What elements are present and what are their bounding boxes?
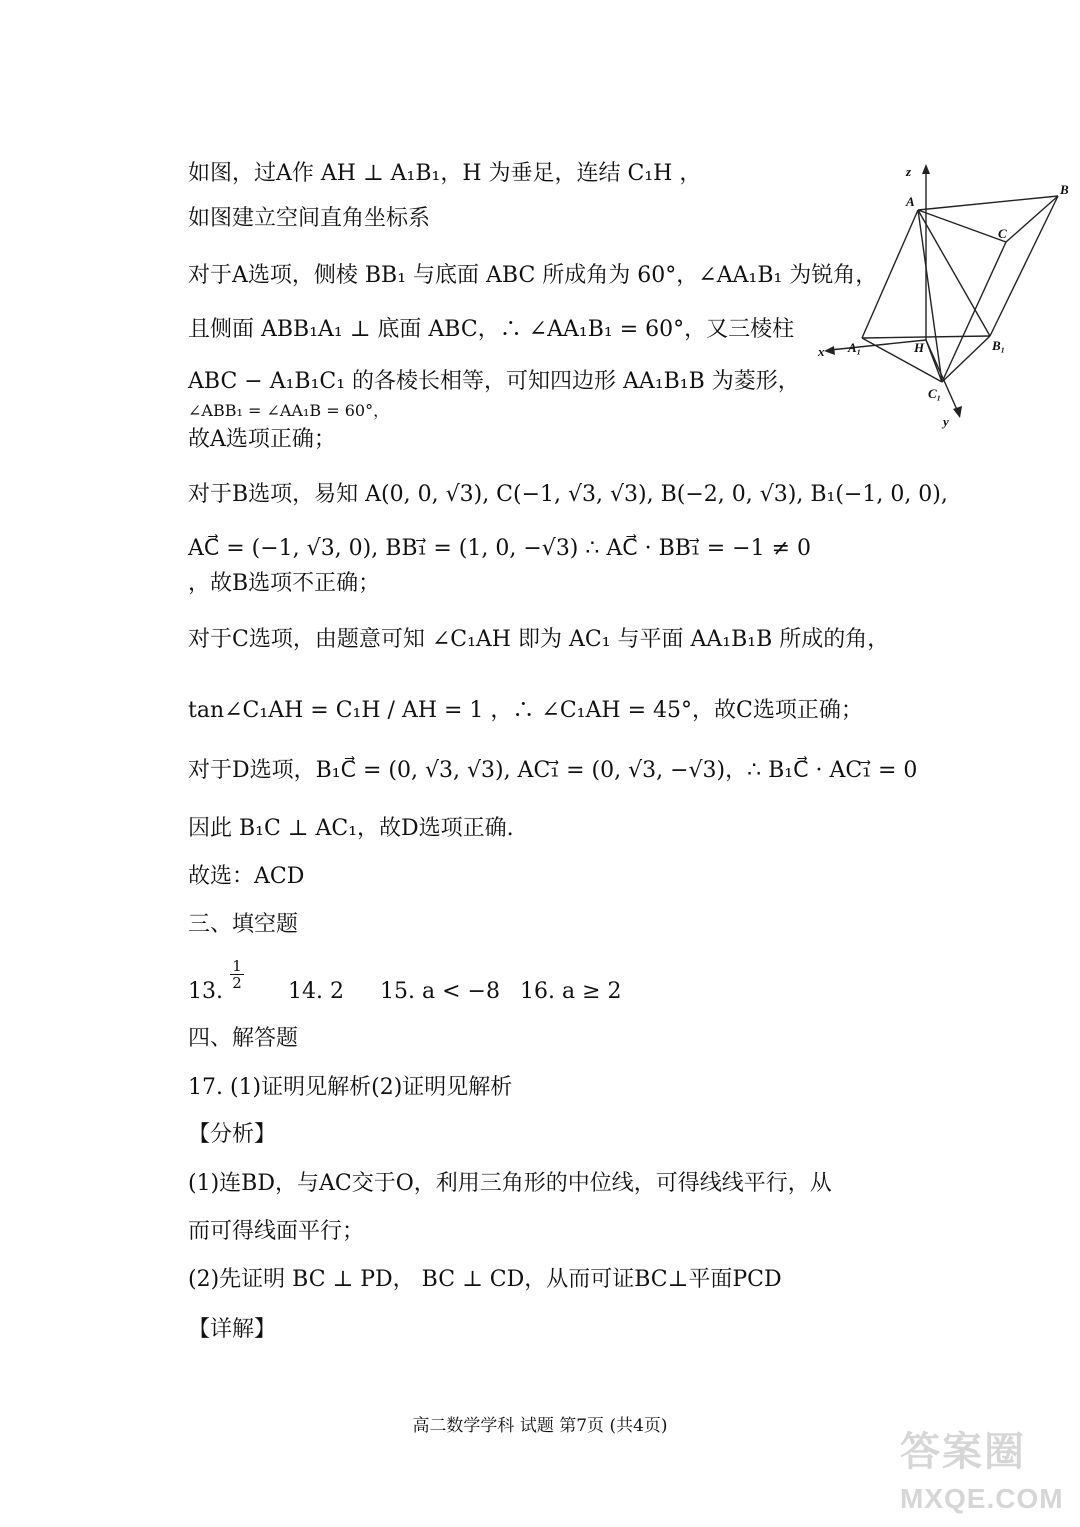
analysis-line-1: (1)连BD，与AC交于O，利用三角形的中位线，可得线线平行，从 <box>188 1171 832 1196</box>
x-axis <box>830 340 926 350</box>
watermark <box>900 1420 1070 1520</box>
watermark-top: 答案圈 <box>900 1430 1026 1474</box>
y-axis-arrow <box>953 406 962 418</box>
fill-q13-fraction <box>230 958 244 991</box>
fill-q15: 15. a < −8 <box>380 979 500 1004</box>
option-b-line-2: AC⃗ = (−1, √3, 0), BB₁⃗ = (1, 0, −√3) ∴ AC⃗ · BB₁⃗ = −1 ≠ 0 <box>188 536 812 561</box>
detail-heading: 【详解】 <box>188 1317 277 1342</box>
x-axis-arrow <box>824 346 835 355</box>
edge-AA1 <box>862 210 918 338</box>
solution-line-7: 故A选项正确； <box>188 427 336 452</box>
analysis-line-2: 而可得线面平行； <box>188 1219 365 1244</box>
page-footer: 高二数学学科 试题 第7页 (共4页) <box>412 1416 668 1436</box>
edge-AC <box>918 210 1006 242</box>
option-d-line-1: 对于D选项，B₁C⃗ = (0, √3, √3), AC₁⃗ = (0, √3, −√3)，∴ B₁C⃗ · AC₁⃗ = 0 <box>188 758 918 783</box>
fill-q13-denominator: 2 <box>232 974 242 992</box>
label-z: z <box>906 164 912 179</box>
label-C1: C₁ <box>928 386 942 401</box>
edge-AB <box>918 196 1058 210</box>
edge-BB1 <box>990 196 1058 336</box>
analysis-heading: 【分析】 <box>188 1122 277 1147</box>
edge-CC1 <box>942 242 1006 382</box>
edge-AC1 <box>918 210 942 382</box>
label-H: H <box>914 340 925 355</box>
solution-line-2: 如图建立空间直角坐标系 <box>188 206 431 231</box>
solution-line-4: 且侧面 ABB₁A₁ ⊥ 底面 ABC，∴ ∠AA₁B₁ = 60°，又三棱柱 <box>188 317 795 342</box>
solution-line-6: ∠ABB₁ = ∠AA₁B = 60°， <box>188 401 390 420</box>
fill-q14: 14. 2 <box>288 979 344 1004</box>
fill-q13-numerator: 1 <box>232 957 242 975</box>
option-c-line-1: 对于C选项，由题意可知 ∠C₁AH 即为 AC₁ 与平面 AA₁B₁B 所成的角， <box>188 627 890 652</box>
label-B1: B₁ <box>992 338 1006 353</box>
fill-q16: 16. a ≥ 2 <box>520 979 622 1004</box>
edge-A1C1 <box>862 338 942 382</box>
option-c-line-2: tan∠C₁AH = C₁H / AH = 1 ，∴ ∠C₁AH = 45°，故C选项正确； <box>188 698 863 723</box>
label-x: x <box>818 344 825 359</box>
prism-figure <box>810 160 1080 440</box>
solution-line-5: ABC − A₁B₁C₁ 的各棱长相等，可知四边形 AA₁B₁B 为菱形， <box>188 369 800 394</box>
option-b-line-1: 对于B选项，易知 A(0, 0, √3), C(−1, √3, √3), B(−2, 0, √3), B₁(−1, 0, 0), <box>188 482 948 507</box>
solution-line-3: 对于A选项，侧棱 BB₁ 与底面 ABC 所成角为 60°，∠AA₁B₁ 为锐角， <box>188 263 878 288</box>
label-B: B <box>1060 182 1069 197</box>
edge-C1B1 <box>942 336 990 382</box>
watermark-bottom: MXQE.COM <box>900 1483 1064 1514</box>
fill-q13-label: 13. <box>188 979 223 1004</box>
label-C: C <box>998 226 1007 241</box>
option-b-line-3: ，故B选项不正确； <box>188 571 381 596</box>
solution-line-1: 如图，过A作 AH ⊥ A₁B₁，H 为垂足，连结 C₁H ， <box>188 161 702 186</box>
label-A1: A₁ <box>848 340 862 355</box>
option-d-line-2: 因此 B₁C ⊥ AC₁，故D选项正确. <box>188 816 514 841</box>
label-y: y <box>943 414 949 429</box>
section-solve-heading: 四、解答题 <box>188 1026 299 1051</box>
answer-line: 故选：ACD <box>188 864 305 889</box>
edge-A1B1 <box>862 336 990 338</box>
z-axis-arrow <box>922 164 930 174</box>
edge-CB <box>1006 196 1058 242</box>
q17-answer: 17. (1)证明见解析(2)证明见解析 <box>188 1075 513 1100</box>
label-A: A <box>906 194 915 209</box>
section-fill-heading: 三、填空题 <box>188 912 299 937</box>
analysis-line-3: (2)先证明 BC ⊥ PD， BC ⊥ CD，从而可证BC⊥平面PCD <box>188 1267 782 1292</box>
edge-AB1 <box>918 210 990 336</box>
